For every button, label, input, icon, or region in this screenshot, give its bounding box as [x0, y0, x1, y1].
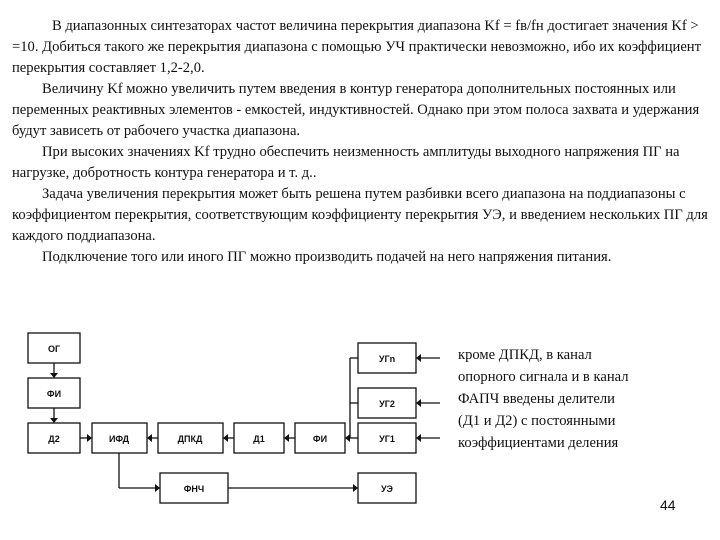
paragraph-2: Величину Kf можно увеличить путем введения в контур генератора дополнительных постоянных или переменных реактивных элементов - емкостей, индуктивностей. Однако при этом полоса захвата и удержания будут зависеть от рабочего участка диапазона.: [12, 81, 700, 139]
block-ug-2-label: УГ2: [379, 399, 395, 409]
paragraph-4: Задача увеличения перекрытия может быть решена путем разбивки всего диапазона на поддиапазоны с коэффициентом перекрытия, соответствующим коэффициенту перекрытия УЭ, и введением нескольких ПГ для каждого поддиапазона.: [12, 186, 708, 244]
block-d2-label: Д2: [48, 434, 60, 444]
side-note-line-1: кроме ДПКД, в канал: [458, 347, 592, 363]
block-ue-label: УЭ: [381, 484, 393, 494]
paragraph-5: Подключение того или иного ПГ можно производить подачей на него напряжения питания.: [42, 249, 612, 265]
body-text: [12, 16, 712, 268]
side-note-line-3: ФАПЧ введены делители: [458, 391, 615, 407]
block-ifd-label: ИФД: [108, 434, 130, 444]
block-fnch-label: ФНЧ: [183, 484, 205, 494]
side-note-line-2: опорного сигнала и в канал: [458, 369, 629, 385]
block-ug-1-label: УГ1: [379, 434, 395, 444]
side-note-line-5: коэффициентами деления: [458, 435, 619, 451]
block-d1-label: Д1: [253, 434, 265, 444]
block-og-label: ОГ: [47, 344, 61, 354]
block-fi-right-label: ФИ: [312, 434, 328, 444]
paragraph-1: В диапазонных синтезаторах частот величина перекрытия диапазона Kf = fв/fн достигает значения Kf > =10. Добиться такого же перекрытия диапазона с помощью УЧ практически невозможно, ибо их коэффициент перекрытия составляет 1,2-2,0.: [12, 18, 701, 76]
block-fi-left-label: ФИ: [46, 389, 62, 399]
side-note: [458, 344, 718, 454]
page-number: 44: [660, 497, 676, 513]
paragraph-3: При высоких значениях Kf трудно обеспечить неизменность амплитуды выходного напряжения ПГ на нагрузке, добротность контура генератора и т. д..: [12, 144, 680, 181]
synthesizer-block-diagram: [0, 325, 460, 525]
block-dpkd-label: ДПКД: [177, 434, 203, 444]
block-ug-n-label: УГn: [378, 354, 396, 364]
side-note-line-4: (Д1 и Д2) с постоянными: [458, 413, 616, 429]
